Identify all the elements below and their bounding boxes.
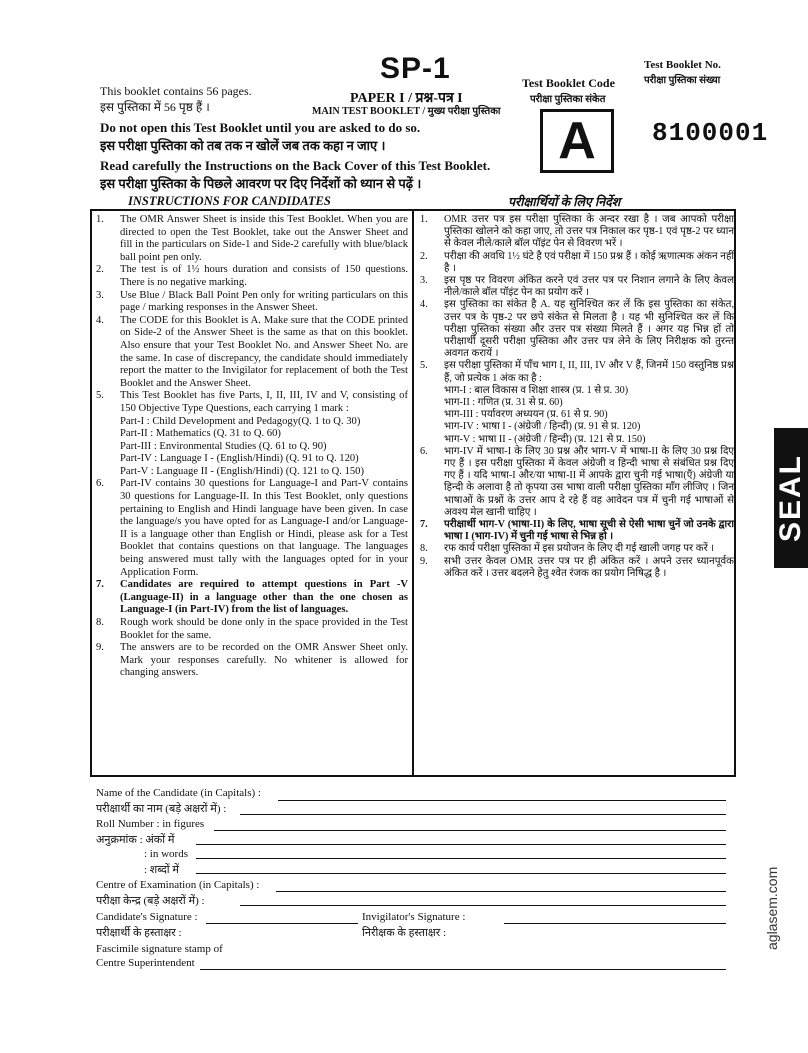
instructions-en [92, 214, 408, 680]
roll-figures-field[interactable] [214, 830, 726, 831]
in-words-label-hi: : शब्दों में [144, 864, 179, 876]
parts-list-hi [444, 385, 734, 446]
centre-label-hi: परीक्षा केन्द्र (बड़े अक्षरों में) : [96, 895, 205, 907]
part-en: Part-IV : Language I - (English/Hindi) (Q. 91 to Q. 120) [120, 453, 359, 465]
part-en: Part-III : Environmental Studies (Q. 61 to Q. 90) [120, 440, 327, 452]
name-field[interactable] [278, 800, 726, 801]
warning-hi: इस परीक्षा पुस्तिका को तब तक न खोलें जब तक कहा न जाए । [100, 138, 386, 153]
inst-hi-9: 9. सभी उत्तर केवल OMR उत्तर पत्र पर ही अंकित करें । अपने उत्तर ध्यानपूर्वक अंकित करें । उत्तर बदलने हेतु श्वेत रंजक का प्रयोग निषिद्ध है । [420, 555, 734, 579]
stamp-label-2: Centre Superintendent [96, 957, 195, 969]
read-hi: इस परीक्षा पुस्तिका के पिछले आवरण पर दिए निर्देशों को ध्यान से पढ़ें । [100, 176, 422, 191]
invigilator-signature-field[interactable] [504, 923, 726, 924]
inst-en-1: 1. The OMR Answer Sheet is inside this Test Booklet. When you are directed to open the Test Booklet, take out the Answer Sheet and fill in the particulars on Side-1 and Side-2 carefully with blue/black ball point pen only. [96, 214, 408, 263]
name-label-en: Name of the Candidate (in Capitals) : [96, 787, 261, 799]
booklet-code-label: Test Booklet Code [522, 76, 615, 90]
part-en: Part-V : Language II - (English/Hindi) (Q. 121 to Q. 150) [120, 465, 365, 477]
part-hi: भाग-III : पर्यावरण अध्ययन (प्र. 61 से प्र. 90) [444, 409, 608, 421]
booklet-number: 8100001 [652, 118, 769, 148]
roll-figures-field-2[interactable] [196, 844, 726, 845]
part-hi: भाग-V : भाषा II - (अंग्रेजी / हिन्दी) (प्र. 121 से प्र. 150) [444, 433, 646, 445]
inst-hi-7: 7. परीक्षार्थी भाग-V (भाषा-II) के लिए, भाषा सूची से ऐसी भाषा चुनें जो उनके द्वारा भाषा I (भाग-IV) में चुनी गई भाषा से भिन्न हो । [420, 519, 734, 543]
inst-hi-8: 8. रफ कार्य परीक्षा पुस्तिका में इस प्रयोजन के लिए दी गई खाली जगह पर करें । [420, 543, 715, 555]
inst-hi-2: 2. परीक्षा की अवधि 1½ घंटे है एवं परीक्षा में 150 प्रश्न हैं । कोई ऋणात्मक अंकन नहीं है । [420, 250, 734, 274]
invigilator-signature-label-hi: निरीक्षक के हस्ताक्षर : [362, 927, 447, 939]
candidate-signature-label-hi: परीक्षार्थी के हस्ताक्षर : [96, 927, 182, 939]
inst-en-3: 3. Use Blue / Black Ball Point Pen only for writing particulars on this page / marking responses in the Answer Sheet. [96, 289, 408, 314]
inst-en-7: 7. Candidates are required to attempt questions in Part -V (Language-II) in a language other than the one chosen as Language-I (in Part-IV) from the list of languages. [96, 579, 408, 616]
booklet-no-label-hi: परीक्षा पुस्तिका संख्या [644, 75, 721, 86]
pages-en: This booklet contains 56 pages. [100, 84, 252, 98]
part-hi: भाग-IV : भाषा I - (अंग्रेजी / हिन्दी) (प्र. 91 से प्र. 120) [444, 421, 641, 433]
seal-text: SEAL [774, 453, 808, 543]
stamp-label-1: Fascimile signature stamp of [96, 943, 223, 955]
roll-words-field[interactable] [196, 858, 726, 859]
centre-field[interactable] [276, 891, 726, 892]
inst-hi-3: 3. इस पृष्ठ पर विवरण अंकित करने एवं उत्तर पत्र पर निशान लगाने के लिए केवल नीले/काले बॉल पॉइंट पेन का प्रयोग करें । [420, 275, 734, 299]
part-en: Part-II : Mathematics (Q. 31 to Q. 60) [120, 428, 281, 440]
inst-hi-6: 6. भाग-IV में भाषा-I के लिए 30 प्रश्न और भाग-V में भाषा-II के लिए 30 प्रश्न दिए गए हैं । इस परीक्षा पुस्तिका में केवल अंग्रेजी व हिन्दी भाषा से संबंधित प्रश्न दिए गए हैं । यदि भाषा-I और/या भाषा-II में आपके द्वारा चुनी गई भाषा(एँ) अंग्रेजी या हिन्दी के अलावा है तो कृपया उस भाषा वाली परीक्षा पुस्तिका माँग लीजिए । जिन भाषाओं के प्रश्नों के उत्तर आप दे रहे हैं वह आवेदन पत्र में चुनी गई भाषाओं से अवश्य मेल खानी चाहिए । [420, 445, 734, 518]
pages-hi: इस पुस्तिका में 56 पृष्ठ हैं । [100, 100, 210, 114]
centre-field-2[interactable] [240, 905, 726, 906]
in-words-label: : in words [144, 848, 188, 860]
booklet-no-label: Test Booklet No. [644, 59, 721, 71]
seal-tab [774, 428, 808, 568]
warning-en: Do not open this Test Booklet until you are asked to do so. [100, 120, 421, 135]
inst-en-9: 9. The answers are to be recorded on the OMR Answer Sheet only. Mark your responses carefully. No whitener is allowed for changing answers. [96, 642, 408, 679]
inst-en-8: 8. Rough work should be done only in the space provided in the Test Booklet for the same. [96, 617, 408, 641]
name-label-hi: परीक्षार्थी का नाम (बड़े अक्षरों में) : [96, 803, 227, 815]
booklet-code-label-hi: परीक्षा पुस्तिका संकेत [530, 94, 606, 105]
parts-list-en [120, 416, 408, 479]
name-field-2[interactable] [240, 814, 726, 815]
main-booklet-label: MAIN TEST BOOKLET / मुख्य परीक्षा पुस्तिका [312, 106, 501, 117]
instructions-title-hi: परीक्षार्थियों के लिए निर्देश [508, 195, 621, 209]
inst-hi-4: 4. इस पुस्तिका का संकेत है A. यह सुनिश्चित कर लें कि इस पुस्तिका का संकेत, उत्तर पत्र के पृष्ठ-2 पर छपे संकेत से मिलता है । यह भी सुनिश्चित कर लें कि परीक्षा पुस्तिका संख्या और उत्तर पत्र संख्या मिलते हैं । अगर यह भिन्न हों तो परीक्षार्थी दूसरी परीक्षा पुस्तिका और उत्तर पत्र लेने के लिए निरीक्षक को तुरन्त अवगत करायें । [420, 299, 734, 360]
invigilator-signature-label: Invigilator's Signature : [362, 911, 466, 923]
centre-label-en: Centre of Examination (in Capitals) : [96, 879, 260, 891]
booklet-code-box [540, 109, 614, 173]
inst-en-4: 4. The CODE for this Booklet is A. Make sure that the CODE printed on Side-2 of the Answer Sheet is the same as that on this booklet. Also ensure that your Test Booklet No. and Answer Sheet No. are the same. In case of discrepancy, the candidate should immediately report the matter to the Invigilator for replacement of both the Test Booklet and the Answer Sheet. [96, 314, 408, 389]
roll-label-en: Roll Number : in figures [96, 818, 205, 830]
instructions-title-en: INSTRUCTIONS FOR CANDIDATES [128, 194, 331, 208]
roll-words-field-2[interactable] [196, 873, 726, 874]
watermark: aglasem.com [764, 866, 780, 950]
stamp-field[interactable] [200, 969, 726, 970]
roll-label-hi: अनुक्रमांक : अंकों में [96, 834, 175, 846]
part-en: Part-I : Child Development and Pedagogy(Q. 1 to Q. 30) [120, 415, 361, 427]
inst-en-2: 2. The test is of 1½ hours duration and consists of 150 questions. There is no negative marking. [96, 264, 408, 288]
inst-hi-1: 1. OMR उत्तर पत्र इस परीक्षा पुस्तिका के अन्दर रखा है । जब आपको परीक्षा पुस्तिका खोलने को कहा जाए, तो उत्तर पत्र निकाल कर पृष्ठ-1 एवं पृष्ठ-2 पर ध्यान से केवल नीले/काले बॉल पॉइंट पेन से विवरण भरें । [420, 214, 734, 250]
part-hi: भाग-II : गणित (प्र. 31 से प्र. 60) [444, 397, 563, 409]
read-en: Read carefully the Instructions on the Back Cover of this Test Booklet. [100, 158, 491, 173]
inst-hi-5: 5. इस परीक्षा पुस्तिका में पाँच भाग I, II, III, IV और V हैं, जिनमें 150 वस्तुनिष्ठ प्रश्न हैं, जो प्रत्येक 1 अंक का है : भाग-I : बाल विकास व शिक्षा शास्त्र (प्र. 1 से प्र. 30) भाग-II : गणित (प्र. 31 से प्र. 60) भाग-III : पर्यावरण अध्ययन (प्र. 61 से प्र. 90) भाग-IV : भाषा I - (अंग्रेजी / हिन्दी) (प्र. 91 से प्र. 120) भाग-V : भाषा II - (अंग्रेजी / हिन्दी) (प्र. 121 से प्र. 150) [420, 360, 734, 445]
part-hi: भाग-I : बाल विकास व शिक्षा शास्त्र (प्र. 1 से प्र. 30) [444, 384, 629, 396]
paper-title: PAPER I / प्रश्न-पत्र I [350, 91, 463, 106]
column-divider [412, 209, 414, 777]
set-code: SP-1 [380, 52, 451, 85]
candidate-signature-field[interactable] [206, 923, 358, 924]
candidate-signature-label: Candidate's Signature : [96, 911, 198, 923]
inst-en-5: 5. This Test Booklet has five Parts, I, II, III, IV and V, consisting of 150 Objective Type Questions, each carrying 1 mark : Part-I : Child Development and Pedagogy(Q. 1 to Q. 30) Part-II : Mathematics (Q. 31 to Q. 60) Part-III : Environmental Studies (Q. 61 to Q. 90) Part-IV : Language I - (English/Hindi) (Q. 91 to Q. 120) Part-V : Language II - (English/Hindi) (Q. 121 to Q. 150) [96, 390, 408, 477]
instructions-hi [416, 214, 734, 580]
booklet-code: A [558, 112, 596, 170]
inst-en-6: 6. Part-IV contains 30 questions for Language-I and Part-V contains 30 questions for Language-II. In this Test Booklet, only questions pertaining to English and Hindi language have been given. In case the language/s you have opted for as Language-I and/or Language-II is a language other than English or Hindi, please ask for a Test Booklet that contains questions on that language. The languages being answered must tally with the languages opted for in your Application Form. [96, 478, 408, 578]
